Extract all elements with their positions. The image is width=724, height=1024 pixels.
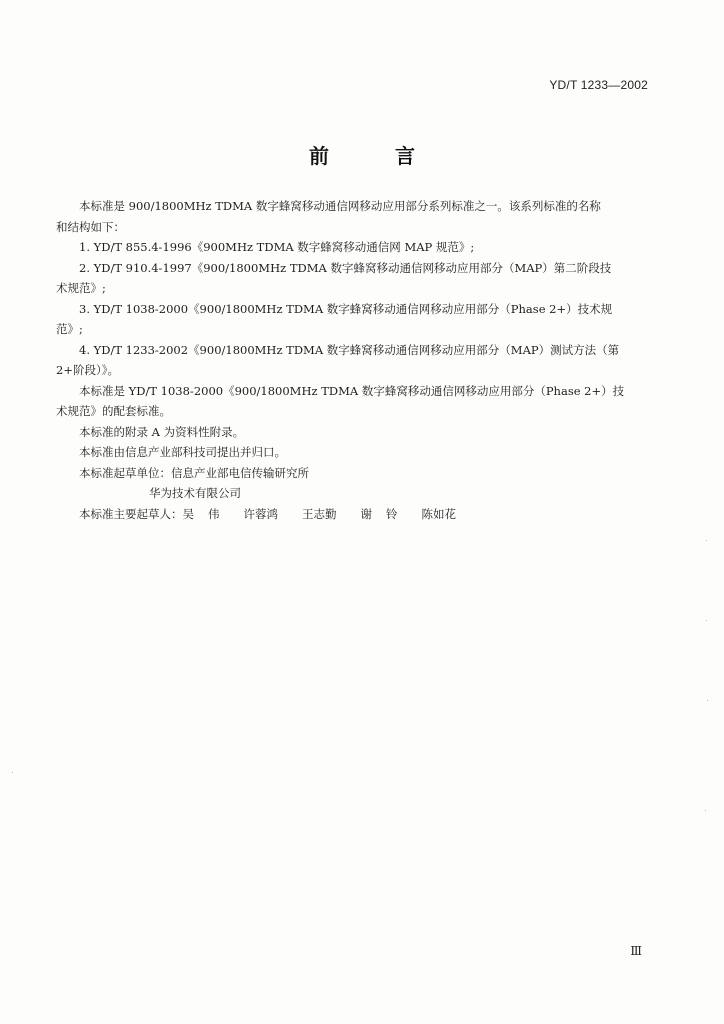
companion-line-2: 术规范》的配套标准。 bbox=[56, 404, 171, 418]
scan-speck bbox=[706, 620, 707, 621]
drafter-name: 许蓉鸿 bbox=[243, 506, 278, 521]
drafting-unit-1: 本标准起草单位：信息产业部电信传输研究所 bbox=[79, 465, 309, 480]
drafters-row bbox=[56, 504, 648, 525]
page-title bbox=[0, 140, 724, 169]
list-item-3-line-2: 范》; bbox=[56, 322, 83, 336]
list-item-4-line-1: 4. YD/T 1233-2002《900/1800MHz TDMA 数字蜂窝移动通信网移动应用部分（MAP）测试方法（第 bbox=[79, 342, 620, 357]
scan-speck bbox=[706, 540, 707, 541]
list-item-2-line-1: 2. YD/T 910.4-1997《900/1800MHz TDMA 数字蜂窝移动通信网移动应用部分（MAP）第二阶段技 bbox=[79, 260, 612, 275]
scan-speck bbox=[12, 772, 13, 773]
standard-code: YD/T 1233—2002 bbox=[549, 78, 648, 92]
list-item-1: 1. YD/T 855.4-1996《900MHz TDMA 数字蜂窝移动通信网 MAP 规范》; bbox=[79, 240, 475, 254]
list-item-4-line-2: 2+阶段）》。 bbox=[56, 363, 119, 377]
drafter-name: 王志勤 bbox=[302, 506, 337, 521]
list-item-3-line-1: 3. YD/T 1038-2000《900/1800MHz TDMA 数字蜂窝移动通信网移动应用部分（Phase 2+）技术规 bbox=[79, 301, 613, 316]
list-item-2-line-2: 术规范》; bbox=[56, 281, 106, 295]
drafter-name: 吴伟 bbox=[182, 506, 234, 521]
page-number: Ⅲ bbox=[630, 944, 642, 958]
drafter-name: 谢铃 bbox=[360, 506, 412, 521]
proposed-by: 本标准由信息产业部科技司提出并归口。 bbox=[79, 445, 286, 459]
foreword-body bbox=[56, 196, 648, 524]
scan-speck bbox=[705, 810, 706, 811]
title-char-2: 言 bbox=[395, 144, 415, 168]
drafting-unit-2: 华为技术有限公司 bbox=[149, 486, 241, 500]
appendix-note: 本标准的附录 A 为资料性附录。 bbox=[79, 424, 245, 439]
drafters-label: 本标准主要起草人： bbox=[79, 506, 183, 521]
scan-speck bbox=[707, 700, 708, 701]
intro-line-1: 本标准是 900/1800MHz TDMA 数字蜂窝移动通信网移动应用部分系列标准之一。该系列标准的名称 bbox=[79, 199, 601, 213]
title-char-1: 前 bbox=[309, 144, 329, 168]
companion-line-1: 本标准是 YD/T 1038-2000《900/1800MHz TDMA 数字蜂窝移动通信网移动应用部分（Phase 2+）技 bbox=[79, 383, 625, 398]
drafter-name: 陈如花 bbox=[421, 506, 456, 521]
intro-line-2: 和结构如下： bbox=[56, 219, 125, 234]
